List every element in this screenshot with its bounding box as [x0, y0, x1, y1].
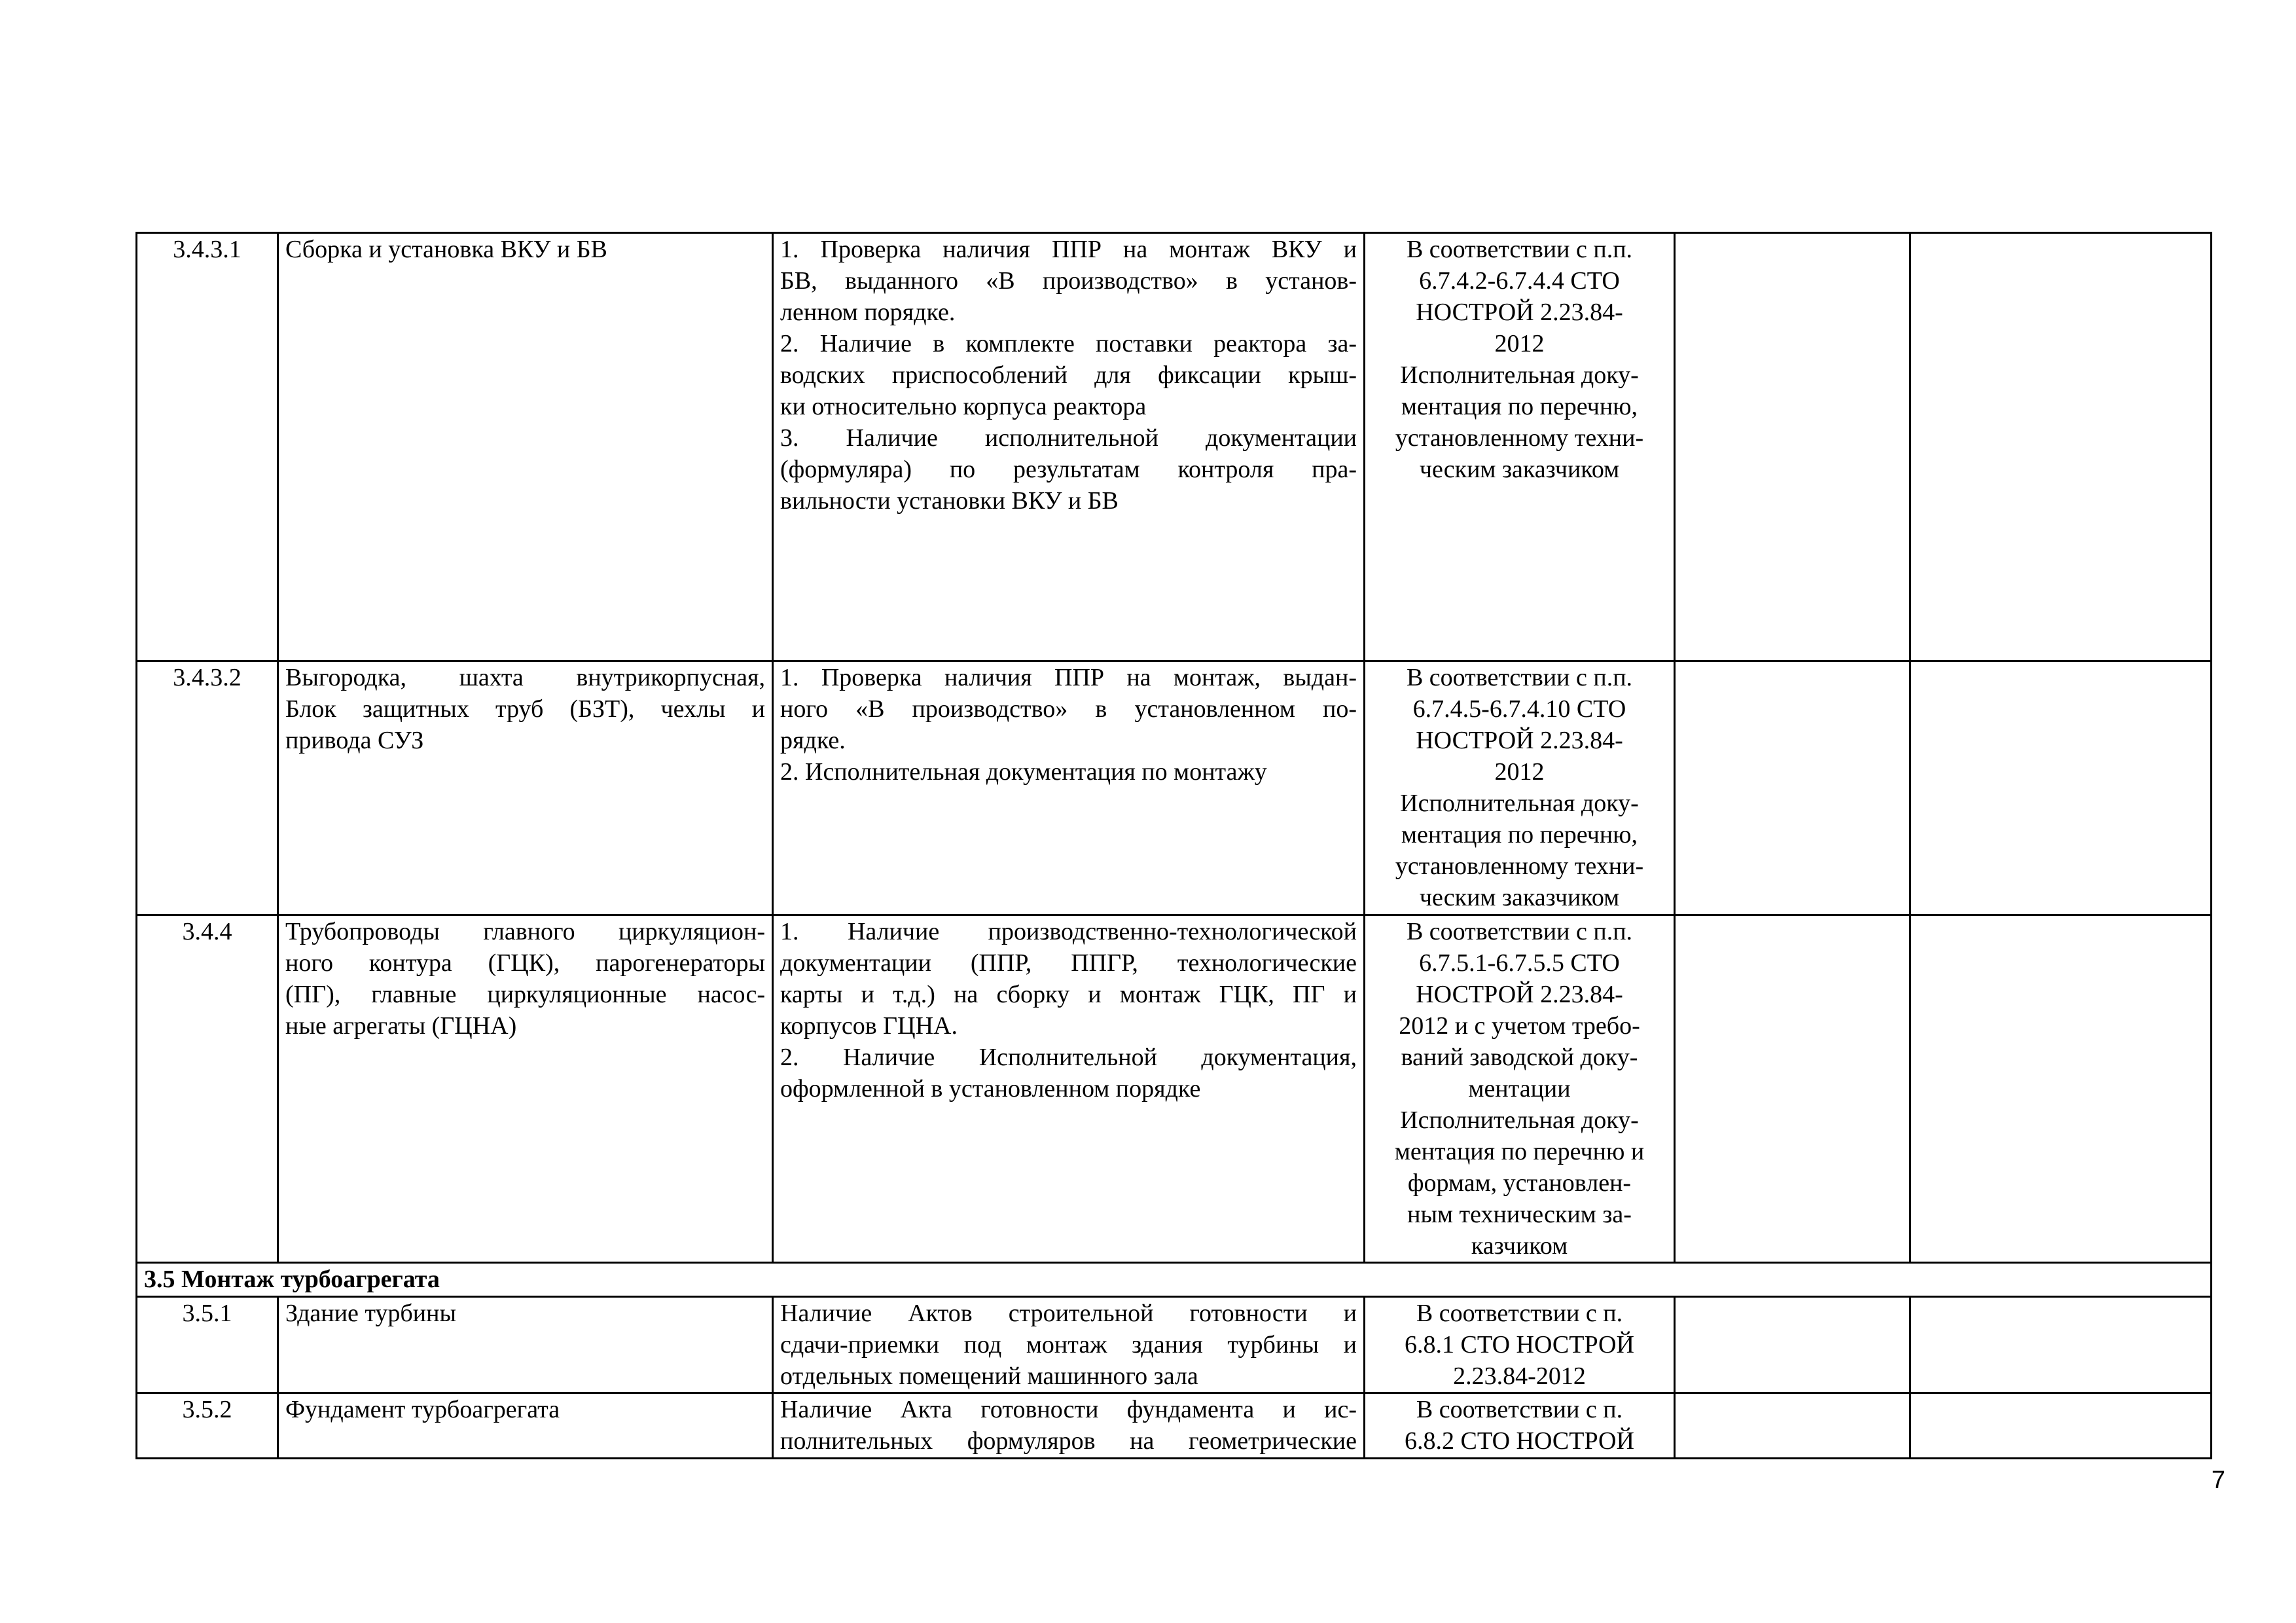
item-name-cell	[278, 915, 773, 1263]
reference-line: 6.8.2 СТО НОСТРОЙ	[1405, 1427, 1634, 1455]
requirement-line: документации (ППР, ППГР, технологические	[780, 949, 1357, 977]
reference-line: 6.7.5.1-6.7.5.5 СТО	[1419, 949, 1620, 977]
reference-line: ментация по перечню,	[1401, 821, 1638, 848]
section-row	[137, 1263, 2212, 1297]
reference-line: В соответствии с п.	[1416, 1396, 1623, 1423]
requirement-line: (формуляра) по результатам контроля пра-	[780, 456, 1357, 483]
requirement-line: рядке.	[780, 727, 846, 754]
item-number: 3.4.3.2	[173, 664, 242, 691]
empty-cell	[1675, 915, 1910, 1263]
reference-line: НОСТРОЙ 2.23.84-	[1416, 299, 1623, 326]
requirement-line: корпусов ГЦНА.	[780, 1012, 958, 1040]
reference-line: НОСТРОЙ 2.23.84-	[1416, 981, 1623, 1008]
reference-line: ваний заводской доку-	[1401, 1044, 1638, 1071]
requirement-line: 2. Наличие Исполнительной документация,	[780, 1044, 1357, 1071]
item-name-line: Выгородка, шахта внутрикорпусная,	[285, 664, 765, 691]
reference-line: установленному техни-	[1395, 852, 1644, 880]
reference-line: ментация по перечню,	[1401, 393, 1638, 420]
reference-cell	[1365, 233, 1675, 661]
empty-cell	[1675, 1393, 1910, 1459]
empty-cell	[1910, 661, 2212, 915]
requirement-line: 1. Проверка наличия ППР на монтаж, выдан-	[780, 664, 1357, 691]
reference-line: В соответствии с п.п.	[1406, 918, 1633, 945]
reference-line: Исполнительная доку-	[1400, 1106, 1639, 1134]
reference-line: Исполнительная доку-	[1400, 790, 1639, 817]
reference-line: В соответствии с п.п.	[1406, 664, 1633, 691]
item-number: 3.4.4	[182, 918, 232, 945]
section-heading: 3.5 Монтаж турбоагрегата	[137, 1263, 2212, 1297]
reference-line: ческим заказчиком	[1419, 456, 1620, 483]
table-row	[137, 915, 2212, 1263]
item-name-line: Трубопроводы главного циркуляцион-	[285, 918, 765, 945]
requirement-line: БВ, выданного «В производство» в установ-	[780, 267, 1357, 295]
requirement-line: полнительных формуляров на геометрические	[780, 1427, 1357, 1455]
requirements-cell	[773, 233, 1365, 661]
reference-line: ческим заказчиком	[1419, 884, 1620, 911]
requirement-line: ного «В производство» в установленном по-	[780, 695, 1357, 723]
item-name-cell	[278, 233, 773, 661]
requirement-line: 1. Наличие производственно-технологической	[780, 918, 1357, 945]
reference-line: 2012	[1494, 330, 1545, 357]
requirement-line: отдельных помещений машинного зала	[780, 1362, 1198, 1390]
item-name-line: Блок защитных труб (БЗТ), чехлы и	[285, 695, 765, 723]
empty-cell	[1910, 1297, 2212, 1393]
requirement-line: Наличие Актов строительной готовности и	[780, 1300, 1357, 1327]
item-number-cell	[137, 1393, 278, 1459]
reference-cell	[1365, 1393, 1675, 1459]
reference-line: 6.8.1 СТО НОСТРОЙ	[1405, 1331, 1634, 1359]
requirement-line: 3. Наличие исполнительной документации	[780, 424, 1357, 452]
empty-cell	[1910, 915, 2212, 1263]
reference-line: ментация по перечню и	[1394, 1138, 1645, 1165]
reference-line: казчиком	[1471, 1232, 1568, 1260]
item-name: Здание турбины	[285, 1300, 456, 1327]
requirement-line: ки относительно корпуса реактора	[780, 393, 1147, 420]
item-name-line: ные агрегаты (ГЦНА)	[285, 1012, 517, 1040]
empty-cell	[1910, 233, 2212, 661]
table-row	[137, 1297, 2212, 1393]
reference-cell	[1365, 915, 1675, 1263]
reference-cell	[1365, 661, 1675, 915]
reference-line: установленному техни-	[1395, 424, 1644, 452]
reference-line: ментации	[1468, 1075, 1571, 1103]
reference-line: Исполнительная доку-	[1400, 361, 1639, 389]
requirement-line: вильности установки ВКУ и БВ	[780, 487, 1119, 515]
requirement-line: карты и т.д.) на сборку и монтаж ГЦК, ПГ и	[780, 981, 1357, 1008]
reference-line: В соответствии с п.	[1416, 1300, 1623, 1327]
requirement-line: водских приспособлений для фиксации крыш-	[780, 361, 1357, 389]
page-number: 7	[2211, 1467, 2225, 1494]
reference-line: 2012 и с учетом требо-	[1399, 1012, 1640, 1040]
requirements-cell	[773, 915, 1365, 1263]
item-name-line: привода СУЗ	[285, 727, 424, 754]
table-row	[137, 233, 2212, 661]
reference-line: 2012	[1494, 758, 1545, 786]
item-number: 3.5.1	[182, 1300, 232, 1327]
requirements-table	[135, 232, 2212, 1459]
item-name-cell	[278, 661, 773, 915]
item-name-cell	[278, 1297, 773, 1393]
item-name-line: ного контура (ГЦК), парогенераторы	[285, 949, 765, 977]
reference-line: В соответствии с п.п.	[1406, 236, 1633, 263]
item-name-line: (ПГ), главные циркуляционные насос-	[285, 981, 765, 1008]
empty-cell	[1675, 661, 1910, 915]
reference-line: НОСТРОЙ 2.23.84-	[1416, 727, 1623, 754]
item-number-cell	[137, 1297, 278, 1393]
item-number-cell	[137, 233, 278, 661]
item-name: Фундамент турбоагрегата	[285, 1396, 560, 1423]
reference-line: ным техническим за-	[1407, 1201, 1632, 1228]
requirements-cell	[773, 1297, 1365, 1393]
item-name: Сборка и установка ВКУ и БВ	[285, 236, 607, 263]
requirements-cell	[773, 661, 1365, 915]
reference-line: 6.7.4.5-6.7.4.10 СТО	[1412, 695, 1626, 723]
item-number: 3.5.2	[182, 1396, 232, 1423]
reference-line: 2.23.84-2012	[1453, 1362, 1586, 1390]
requirement-line: оформленной в установленном порядке	[780, 1075, 1201, 1103]
requirements-cell	[773, 1393, 1365, 1459]
item-number-cell	[137, 661, 278, 915]
requirement-line: сдачи-приемки под монтаж здания турбины и	[780, 1331, 1357, 1359]
requirement-line: 2. Наличие в комплекте поставки реактора за-	[780, 330, 1357, 357]
requirement-line: 2. Исполнительная документация по монтажу	[780, 758, 1267, 786]
item-number-cell	[137, 915, 278, 1263]
reference-line: формам, установлен-	[1407, 1169, 1632, 1197]
empty-cell	[1910, 1393, 2212, 1459]
table-row	[137, 1393, 2212, 1459]
empty-cell	[1675, 1297, 1910, 1393]
empty-cell	[1675, 233, 1910, 661]
requirement-line: Наличие Акта готовности фундамента и ис-	[780, 1396, 1357, 1423]
requirement-line: ленном порядке.	[780, 299, 956, 326]
requirement-line: 1. Проверка наличия ППР на монтаж ВКУ и	[780, 236, 1357, 263]
reference-cell	[1365, 1297, 1675, 1393]
table-row	[137, 661, 2212, 915]
item-number: 3.4.3.1	[173, 236, 242, 263]
item-name-cell	[278, 1393, 773, 1459]
reference-line: 6.7.4.2-6.7.4.4 СТО	[1419, 267, 1620, 295]
